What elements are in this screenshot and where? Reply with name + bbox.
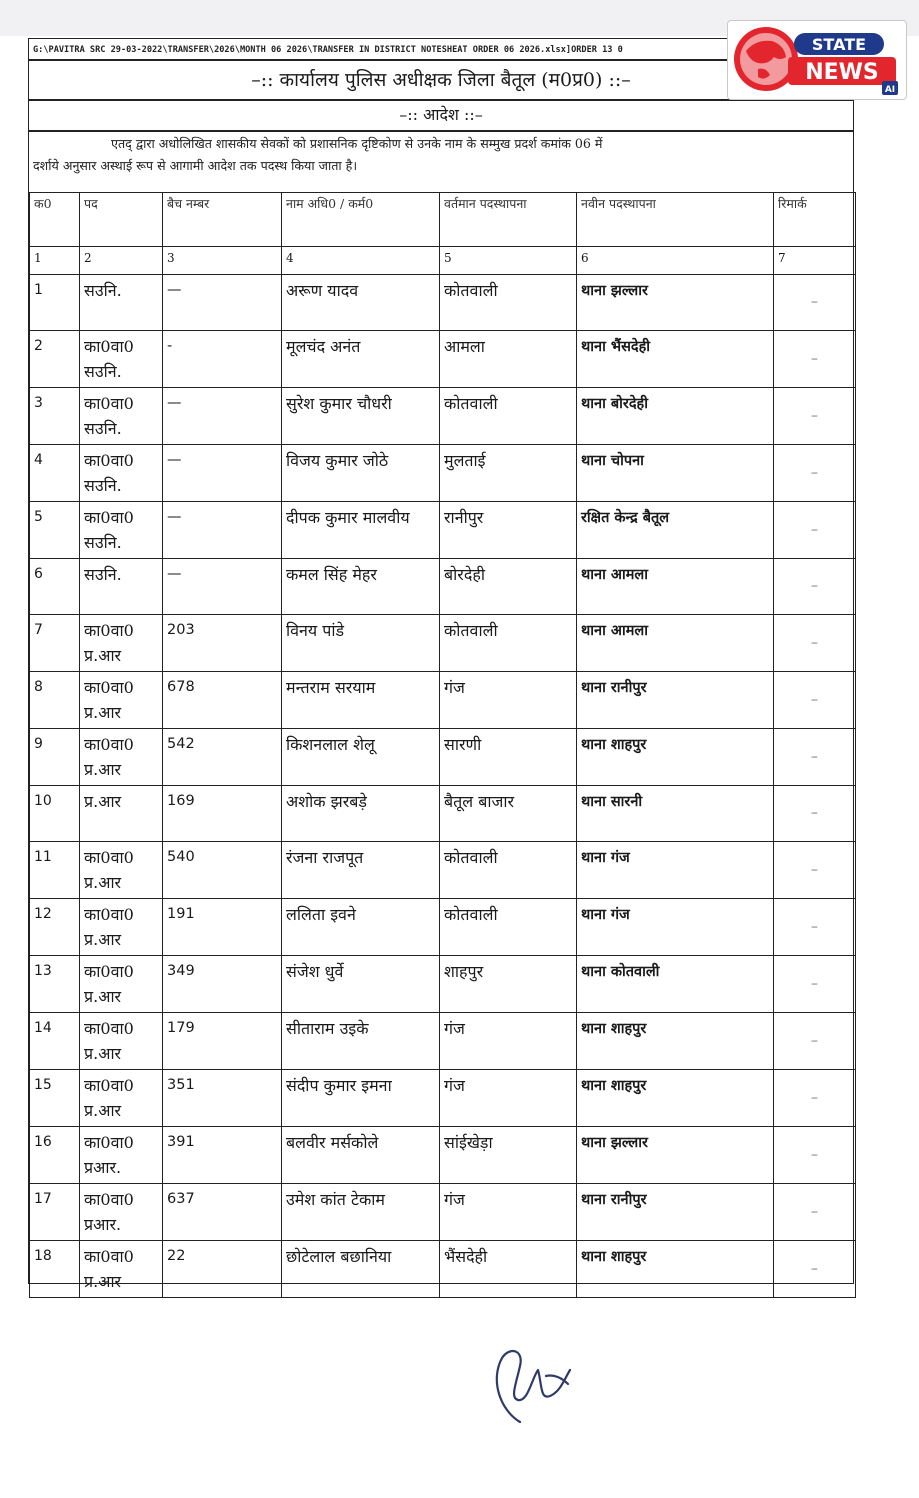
cell-name: संजेश धुर्वे: [282, 956, 440, 1013]
column-number: 4: [282, 247, 440, 275]
table-row: [30, 1184, 856, 1241]
cell-name: ललिता इवने: [282, 899, 440, 956]
file-path: G:\PAVITRA SRC 29-03-2022\TRANSFER\2026\MONTH 06 2026\TRANSFER IN DISTRICT NOTESHEAT ORDER 06 2026.xlsx]ORDER 13 0: [33, 45, 623, 55]
cell-new-posting: थाना झल्लार: [577, 1127, 774, 1184]
cell-current-posting: शाहपुर: [440, 956, 577, 1013]
table-row: [30, 956, 856, 1013]
cell-badge-number: 678: [163, 672, 282, 729]
cell-badge-number: 191: [163, 899, 282, 956]
cell-badge-number: —: [163, 388, 282, 445]
cell-name: विजय कुमार जोठे: [282, 445, 440, 502]
cell-current-posting: गंज: [440, 1013, 577, 1070]
transfer-table: [29, 192, 856, 1298]
order-document: [28, 38, 854, 1292]
cell-remark: –: [774, 1127, 856, 1184]
intro-paragraph: [33, 133, 843, 177]
cell-post: का0वा0 प्र.आर: [80, 899, 163, 956]
cell-post: का0वा0 प्रआर.: [80, 1184, 163, 1241]
cell-name: अशोक झरबड़े: [282, 786, 440, 842]
column-number: 3: [163, 247, 282, 275]
cell-new-posting: थाना शाहपुर: [577, 1241, 774, 1298]
cell-badge-number: 349: [163, 956, 282, 1013]
cell-post: का0वा0 प्र.आर: [80, 729, 163, 786]
cell-current-posting: बैतूल बाजार: [440, 786, 577, 842]
table-row: [30, 899, 856, 956]
cell-current-posting: कोतवाली: [440, 842, 577, 899]
cell-serial: 8: [30, 672, 80, 729]
column-number: 5: [440, 247, 577, 275]
cell-post: का0वा0 प्र.आर: [80, 1013, 163, 1070]
cell-name: कमल सिंह मेहर: [282, 559, 440, 615]
cell-new-posting: थाना गंज: [577, 899, 774, 956]
cell-current-posting: कोतवाली: [440, 615, 577, 672]
cell-new-posting: थाना शाहपुर: [577, 729, 774, 786]
table-row: [30, 275, 856, 331]
cell-new-posting: थाना रानीपुर: [577, 1184, 774, 1241]
cell-remark: –: [774, 445, 856, 502]
table-row: [30, 729, 856, 786]
column-number: 6: [577, 247, 774, 275]
cell-post: का0वा0 प्र.आर: [80, 615, 163, 672]
cell-serial: 5: [30, 502, 80, 559]
cell-name: दीपक कुमार मालवीय: [282, 502, 440, 559]
cell-serial: 6: [30, 559, 80, 615]
cell-post: का0वा0 प्र.आर: [80, 1070, 163, 1127]
cell-post: का0वा0 सउनि.: [80, 445, 163, 502]
cell-badge-number: 637: [163, 1184, 282, 1241]
cell-badge-number: 542: [163, 729, 282, 786]
cell-current-posting: रानीपुर: [440, 502, 577, 559]
cell-remark: –: [774, 899, 856, 956]
header-badge-number: बैच नम्बर: [163, 193, 282, 247]
state-news-watermark: [727, 20, 907, 100]
state-news-logo-icon: [728, 21, 906, 99]
cell-remark: –: [774, 672, 856, 729]
cell-serial: 15: [30, 1070, 80, 1127]
cell-name: अरूण यादव: [282, 275, 440, 331]
cell-badge-number: —: [163, 502, 282, 559]
cell-new-posting: थाना रानीपुर: [577, 672, 774, 729]
cell-badge-number: 391: [163, 1127, 282, 1184]
cell-post: प्र.आर: [80, 786, 163, 842]
cell-post: का0वा0 प्रआर.: [80, 1127, 163, 1184]
cell-remark: –: [774, 1241, 856, 1298]
table-row: [30, 1241, 856, 1298]
cell-remark: –: [774, 275, 856, 331]
table-header-row: [30, 193, 856, 247]
cell-badge-number: -: [163, 331, 282, 388]
cell-post: का0वा0 सउनि.: [80, 502, 163, 559]
cell-post: का0वा0 प्र.आर: [80, 672, 163, 729]
logo-badge: AI: [884, 85, 896, 95]
intro-line-2: दर्शाये अनुसार अस्थाई रूप से आगामी आदेश तक पदस्थ किया जाता है।: [33, 158, 358, 173]
cell-remark: –: [774, 786, 856, 842]
header-new-posting: नवीन पदस्थापना: [577, 193, 774, 247]
cell-serial: 2: [30, 331, 80, 388]
cell-current-posting: गंज: [440, 1070, 577, 1127]
cell-new-posting: थाना बोरदेही: [577, 388, 774, 445]
cell-new-posting: थाना कोतवाली: [577, 956, 774, 1013]
cell-serial: 11: [30, 842, 80, 899]
cell-serial: 16: [30, 1127, 80, 1184]
cell-remark: –: [774, 388, 856, 445]
cell-current-posting: सारणी: [440, 729, 577, 786]
cell-badge-number: 22: [163, 1241, 282, 1298]
cell-current-posting: भैंसदेही: [440, 1241, 577, 1298]
table-row: [30, 615, 856, 672]
cell-serial: 4: [30, 445, 80, 502]
cell-remark: –: [774, 1070, 856, 1127]
cell-current-posting: कोतवाली: [440, 388, 577, 445]
cell-name: उमेश कांत टेकाम: [282, 1184, 440, 1241]
header-post: पद: [80, 193, 163, 247]
handwritten-signature-icon: [480, 1340, 590, 1430]
column-number-row: [30, 247, 856, 275]
cell-serial: 7: [30, 615, 80, 672]
cell-post: का0वा0 प्र.आर: [80, 1241, 163, 1298]
cell-current-posting: कोतवाली: [440, 899, 577, 956]
divider: [29, 130, 853, 132]
cell-serial: 18: [30, 1241, 80, 1298]
cell-badge-number: —: [163, 445, 282, 502]
table-row: [30, 502, 856, 559]
table-row: [30, 445, 856, 502]
intro-line-1: एतद् द्वारा अधोलिखित शासकीय सेवकों को प्रशासनिक दृष्टिकोण से उनके नाम के सम्मुख प्रदर्श कमांक 06 में: [111, 136, 603, 151]
cell-badge-number: —: [163, 275, 282, 331]
cell-current-posting: मुलताई: [440, 445, 577, 502]
cell-remark: –: [774, 1013, 856, 1070]
cell-current-posting: आमला: [440, 331, 577, 388]
cell-new-posting: थाना आमला: [577, 615, 774, 672]
cell-badge-number: 203: [163, 615, 282, 672]
logo-line-1: STATE: [811, 35, 867, 54]
column-number: 2: [80, 247, 163, 275]
cell-new-posting: थाना आमला: [577, 559, 774, 615]
order-title: –:: आदेश ::–: [399, 105, 483, 124]
cell-post: का0वा0 प्र.आर: [80, 956, 163, 1013]
cell-badge-number: 169: [163, 786, 282, 842]
table-row: [30, 388, 856, 445]
table-row: [30, 842, 856, 899]
cell-new-posting: थाना झल्लार: [577, 275, 774, 331]
table-row: [30, 331, 856, 388]
cell-name: छोटेलाल बछानिया: [282, 1241, 440, 1298]
cell-badge-number: 179: [163, 1013, 282, 1070]
cell-new-posting: थाना शाहपुर: [577, 1013, 774, 1070]
header-remark: रिमार्क: [774, 193, 856, 247]
cell-badge-number: 351: [163, 1070, 282, 1127]
cell-current-posting: गंज: [440, 1184, 577, 1241]
cell-badge-number: —: [163, 559, 282, 615]
cell-badge-number: 540: [163, 842, 282, 899]
cell-name: संदीप कुमार इमना: [282, 1070, 440, 1127]
cell-remark: –: [774, 842, 856, 899]
header-current-posting: वर्तमान पदस्थापना: [440, 193, 577, 247]
cell-remark: –: [774, 615, 856, 672]
cell-post: का0वा0 सउनि.: [80, 388, 163, 445]
cell-name: मन्तराम सरयाम: [282, 672, 440, 729]
cell-current-posting: गंज: [440, 672, 577, 729]
cell-remark: –: [774, 502, 856, 559]
table-row: [30, 1070, 856, 1127]
cell-post: का0वा0 सउनि.: [80, 331, 163, 388]
cell-name: बलवीर मर्सकोले: [282, 1127, 440, 1184]
cell-current-posting: कोतवाली: [440, 275, 577, 331]
cell-serial: 14: [30, 1013, 80, 1070]
cell-remark: –: [774, 331, 856, 388]
cell-name: विनय पांडे: [282, 615, 440, 672]
table-row: [30, 1127, 856, 1184]
cell-post: सउनि.: [80, 559, 163, 615]
column-number: 1: [30, 247, 80, 275]
cell-name: सुरेश कुमार चौधरी: [282, 388, 440, 445]
cell-name: रंजना राजपूत: [282, 842, 440, 899]
cell-serial: 10: [30, 786, 80, 842]
table-row: [30, 672, 856, 729]
cell-new-posting: रक्षित केन्द्र बैतूल: [577, 502, 774, 559]
cell-name: सीताराम उइके: [282, 1013, 440, 1070]
table-row: [30, 786, 856, 842]
cell-serial: 12: [30, 899, 80, 956]
cell-post: का0वा0 प्र.आर: [80, 842, 163, 899]
cell-remark: –: [774, 559, 856, 615]
cell-new-posting: थाना शाहपुर: [577, 1070, 774, 1127]
cell-serial: 17: [30, 1184, 80, 1241]
column-number: 7: [774, 247, 856, 275]
cell-new-posting: थाना भैंसदेही: [577, 331, 774, 388]
cell-serial: 3: [30, 388, 80, 445]
cell-name: मूलचंद अनंत: [282, 331, 440, 388]
cell-remark: –: [774, 956, 856, 1013]
cell-remark: –: [774, 1184, 856, 1241]
cell-remark: –: [774, 729, 856, 786]
table-row: [30, 1013, 856, 1070]
cell-post: सउनि.: [80, 275, 163, 331]
cell-serial: 1: [30, 275, 80, 331]
table-row: [30, 559, 856, 615]
cell-new-posting: थाना सारनी: [577, 786, 774, 842]
cell-current-posting: सांईखेड़ा: [440, 1127, 577, 1184]
cell-serial: 13: [30, 956, 80, 1013]
cell-serial: 9: [30, 729, 80, 786]
cell-name: किशनलाल शेलू: [282, 729, 440, 786]
office-title: –:: कार्यालय पुलिस अधीक्षक जिला बैतूल (म0प्र0) ::–: [251, 69, 631, 91]
header-name: नाम अधि0 / कर्म0: [282, 193, 440, 247]
logo-line-2: NEWS: [805, 60, 879, 85]
cell-current-posting: बोरदेही: [440, 559, 577, 615]
header-serial: क0: [30, 193, 80, 247]
cell-new-posting: थाना चोपना: [577, 445, 774, 502]
cell-new-posting: थाना गंज: [577, 842, 774, 899]
